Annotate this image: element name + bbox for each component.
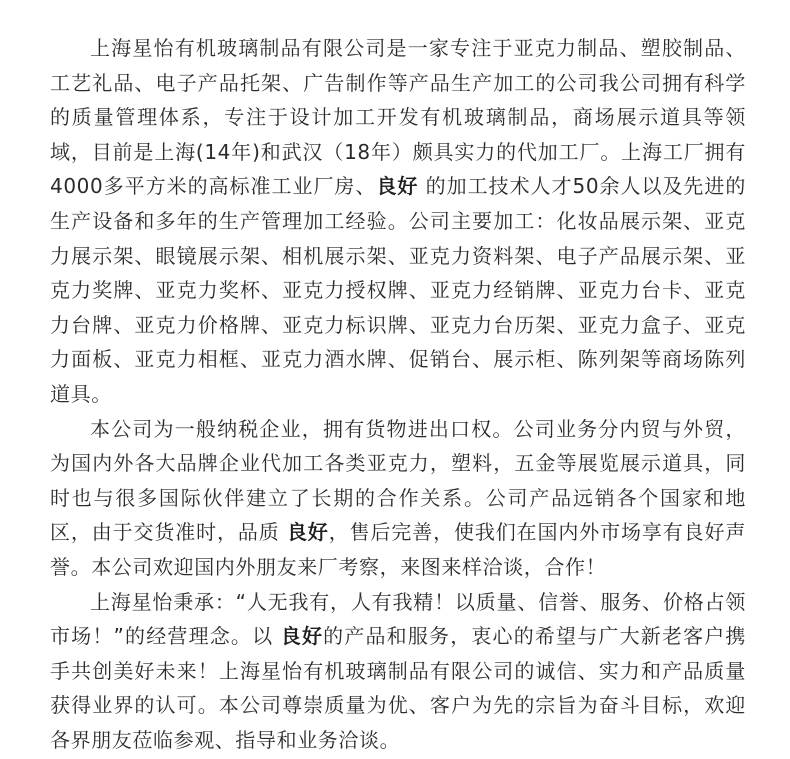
paragraph-business-scope [50,412,746,585]
business-text-part-1: 本公司为一般纳税企业，拥有货物进出口权。公司业务分内贸与外贸，为国内外各大品牌企业代加工各类亚克力，塑料，五金等展览展示道具，同时也与很多国际伙伴建立了长期的合作关系。公司产品远销各个国家和地区，由于交货准时，品质 [50,416,746,545]
intro-text-part-2: 的加工技术人才50余人以及先进的生产设备和多年的生产管理加工经验。公司主要加工：化妆品展示架、亚克力展示架、眼镜展示架、相机展示架、亚克力资料架、电子产品展示架、亚克力奖牌、亚克力奖杯、亚克力授权牌、亚克力经销牌、亚克力台卡、亚克力台牌、亚克力价格牌、亚克力标识牌、亚克力台历架、亚克力盒子、亚克力面板、亚克力相框、亚克力酒水牌、促销台、展示柜、陈列架等商场陈列道具。 [50,174,746,406]
business-text-part-2: ，售后完善，使我们在国内外市场享有良好声誉。本公司欢迎国内外朋友来厂考察，来图来样洽谈，合作！ [50,520,747,579]
highlight-keyword: 良好 [376,174,419,199]
paragraph-business-philosophy [50,585,746,758]
highlight-keyword: 良好 [280,624,324,649]
philosophy-text-part-2: 的产品和服务，衷心的希望与广大新老客户携手共创美好未来！上海星怡有机玻璃制品有限公司的诚信、实力和产品质量获得业界的认可。本公司尊崇质量为优、客户为先的宗旨为奋斗目标，欢迎各界朋友莅临参观、指导和业务洽谈。 [50,624,747,752]
highlight-keyword: 良好 [286,520,329,545]
company-profile-text [50,31,746,757]
philosophy-text-part-1: 上海星怡秉承：“人无我有，人有我精！以质量、信誉、服务、价格占领市场！”的经营理念。以 [50,589,746,649]
paragraph-company-intro [50,31,746,412]
intro-text-part-1: 上海星怡有机玻璃制品有限公司是一家专注于亚克力制品、塑胶制品、工艺礼品、电子产品托架、广告制作等产品生产加工的公司我公司拥有科学的质量管理体系，专注于设计加工开发有机玻璃制品，商场展示道具等领域，目前是上海(14年)和武汉（18年）颇具实力的代加工厂。上海工厂拥有4000多平方米的高标准工业厂房、 [50,36,746,199]
